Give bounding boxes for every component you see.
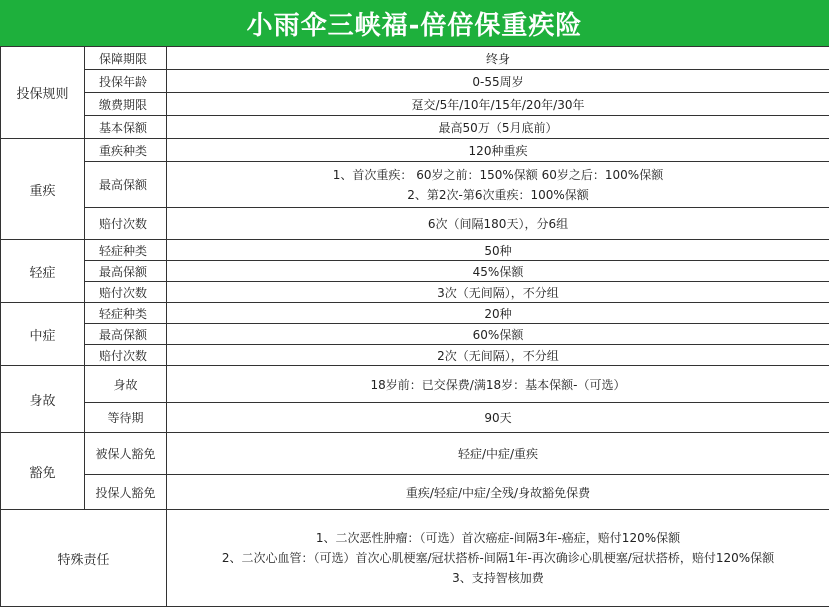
table-row bbox=[1, 162, 829, 208]
item-label: 赔付次数 bbox=[85, 208, 167, 240]
item-value: 终身 bbox=[167, 47, 829, 70]
table-row bbox=[1, 403, 829, 433]
table-row bbox=[1, 303, 829, 324]
value-line: 1、首次重疾： 60岁之前：150%保额 60岁之后：100%保额 bbox=[332, 167, 664, 182]
table-row bbox=[1, 70, 829, 93]
table-row bbox=[1, 208, 829, 240]
table-row bbox=[1, 510, 829, 607]
item-label: 基本保额 bbox=[85, 116, 167, 139]
item-label: 投保年龄 bbox=[85, 70, 167, 93]
item-value: 最高50万（5月底前） bbox=[167, 116, 829, 139]
category-mild: 轻症 bbox=[1, 240, 85, 303]
table-row bbox=[1, 324, 829, 345]
item-label: 等待期 bbox=[85, 403, 167, 433]
value-line: 2、第2次-第6次重疾：100%保额 bbox=[407, 187, 589, 202]
item-label: 保障期限 bbox=[85, 47, 167, 70]
item-value: 重疾/轻症/中症/全残/身故豁免保费 bbox=[167, 475, 829, 510]
item-value: 0-55周岁 bbox=[167, 70, 829, 93]
item-label: 赔付次数 bbox=[85, 282, 167, 303]
item-value: 18岁前：已交保费/满18岁：基本保额-（可选） bbox=[167, 366, 829, 403]
item-value: 轻症/中症/重疾 bbox=[167, 433, 829, 475]
item-label: 投保人豁免 bbox=[85, 475, 167, 510]
item-value: 50种 bbox=[167, 240, 829, 261]
item-label: 轻症种类 bbox=[85, 303, 167, 324]
item-value: 45%保额 bbox=[167, 261, 829, 282]
item-value bbox=[167, 510, 829, 607]
item-value: 趸交/5年/10年/15年/20年/30年 bbox=[167, 93, 829, 116]
category-special: 特殊责任 bbox=[1, 510, 167, 607]
item-value: 120种重疾 bbox=[167, 139, 829, 162]
category-waiver: 豁免 bbox=[1, 433, 85, 510]
table-row bbox=[1, 261, 829, 282]
item-value: 3次（无间隔），不分组 bbox=[167, 282, 829, 303]
table-row bbox=[1, 139, 829, 162]
item-label: 最高保额 bbox=[85, 261, 167, 282]
item-label: 最高保额 bbox=[85, 324, 167, 345]
item-label: 重疾种类 bbox=[85, 139, 167, 162]
category-death: 身故 bbox=[1, 366, 85, 433]
item-label: 被保人豁免 bbox=[85, 433, 167, 475]
table-row bbox=[1, 475, 829, 510]
table-row bbox=[1, 433, 829, 475]
category-rules: 投保规则 bbox=[1, 47, 85, 139]
page-title: 小雨伞三峡福-倍倍保重疾险 bbox=[0, 0, 829, 46]
item-value: 6次（间隔180天），分6组 bbox=[167, 208, 829, 240]
item-label: 最高保额 bbox=[85, 162, 167, 208]
item-label: 身故 bbox=[85, 366, 167, 403]
table-row bbox=[1, 240, 829, 261]
item-label: 轻症种类 bbox=[85, 240, 167, 261]
table-row bbox=[1, 116, 829, 139]
coverage-table bbox=[0, 46, 829, 607]
item-value bbox=[167, 162, 829, 208]
table-row bbox=[1, 366, 829, 403]
value-line: 1、二次恶性肿瘤：（可选）首次癌症-间隔3年-癌症，赔付120%保额 bbox=[315, 531, 681, 545]
category-medium: 中症 bbox=[1, 303, 85, 366]
item-value: 90天 bbox=[167, 403, 829, 433]
value-line: 3、支持智核加费 bbox=[452, 571, 544, 585]
value-line: 2、二次心血管：（可选）首次心肌梗塞/冠状搭桥-间隔1年-再次确诊心肌梗塞/冠状搭桥，赔付120%保额 bbox=[221, 551, 775, 565]
table-row bbox=[1, 282, 829, 303]
table-row bbox=[1, 47, 829, 70]
category-critical: 重疾 bbox=[1, 139, 85, 240]
table-row bbox=[1, 345, 829, 366]
item-value: 60%保额 bbox=[167, 324, 829, 345]
item-label: 赔付次数 bbox=[85, 345, 167, 366]
item-label: 缴费期限 bbox=[85, 93, 167, 116]
table-row bbox=[1, 93, 829, 116]
item-value: 20种 bbox=[167, 303, 829, 324]
item-value: 2次（无间隔），不分组 bbox=[167, 345, 829, 366]
